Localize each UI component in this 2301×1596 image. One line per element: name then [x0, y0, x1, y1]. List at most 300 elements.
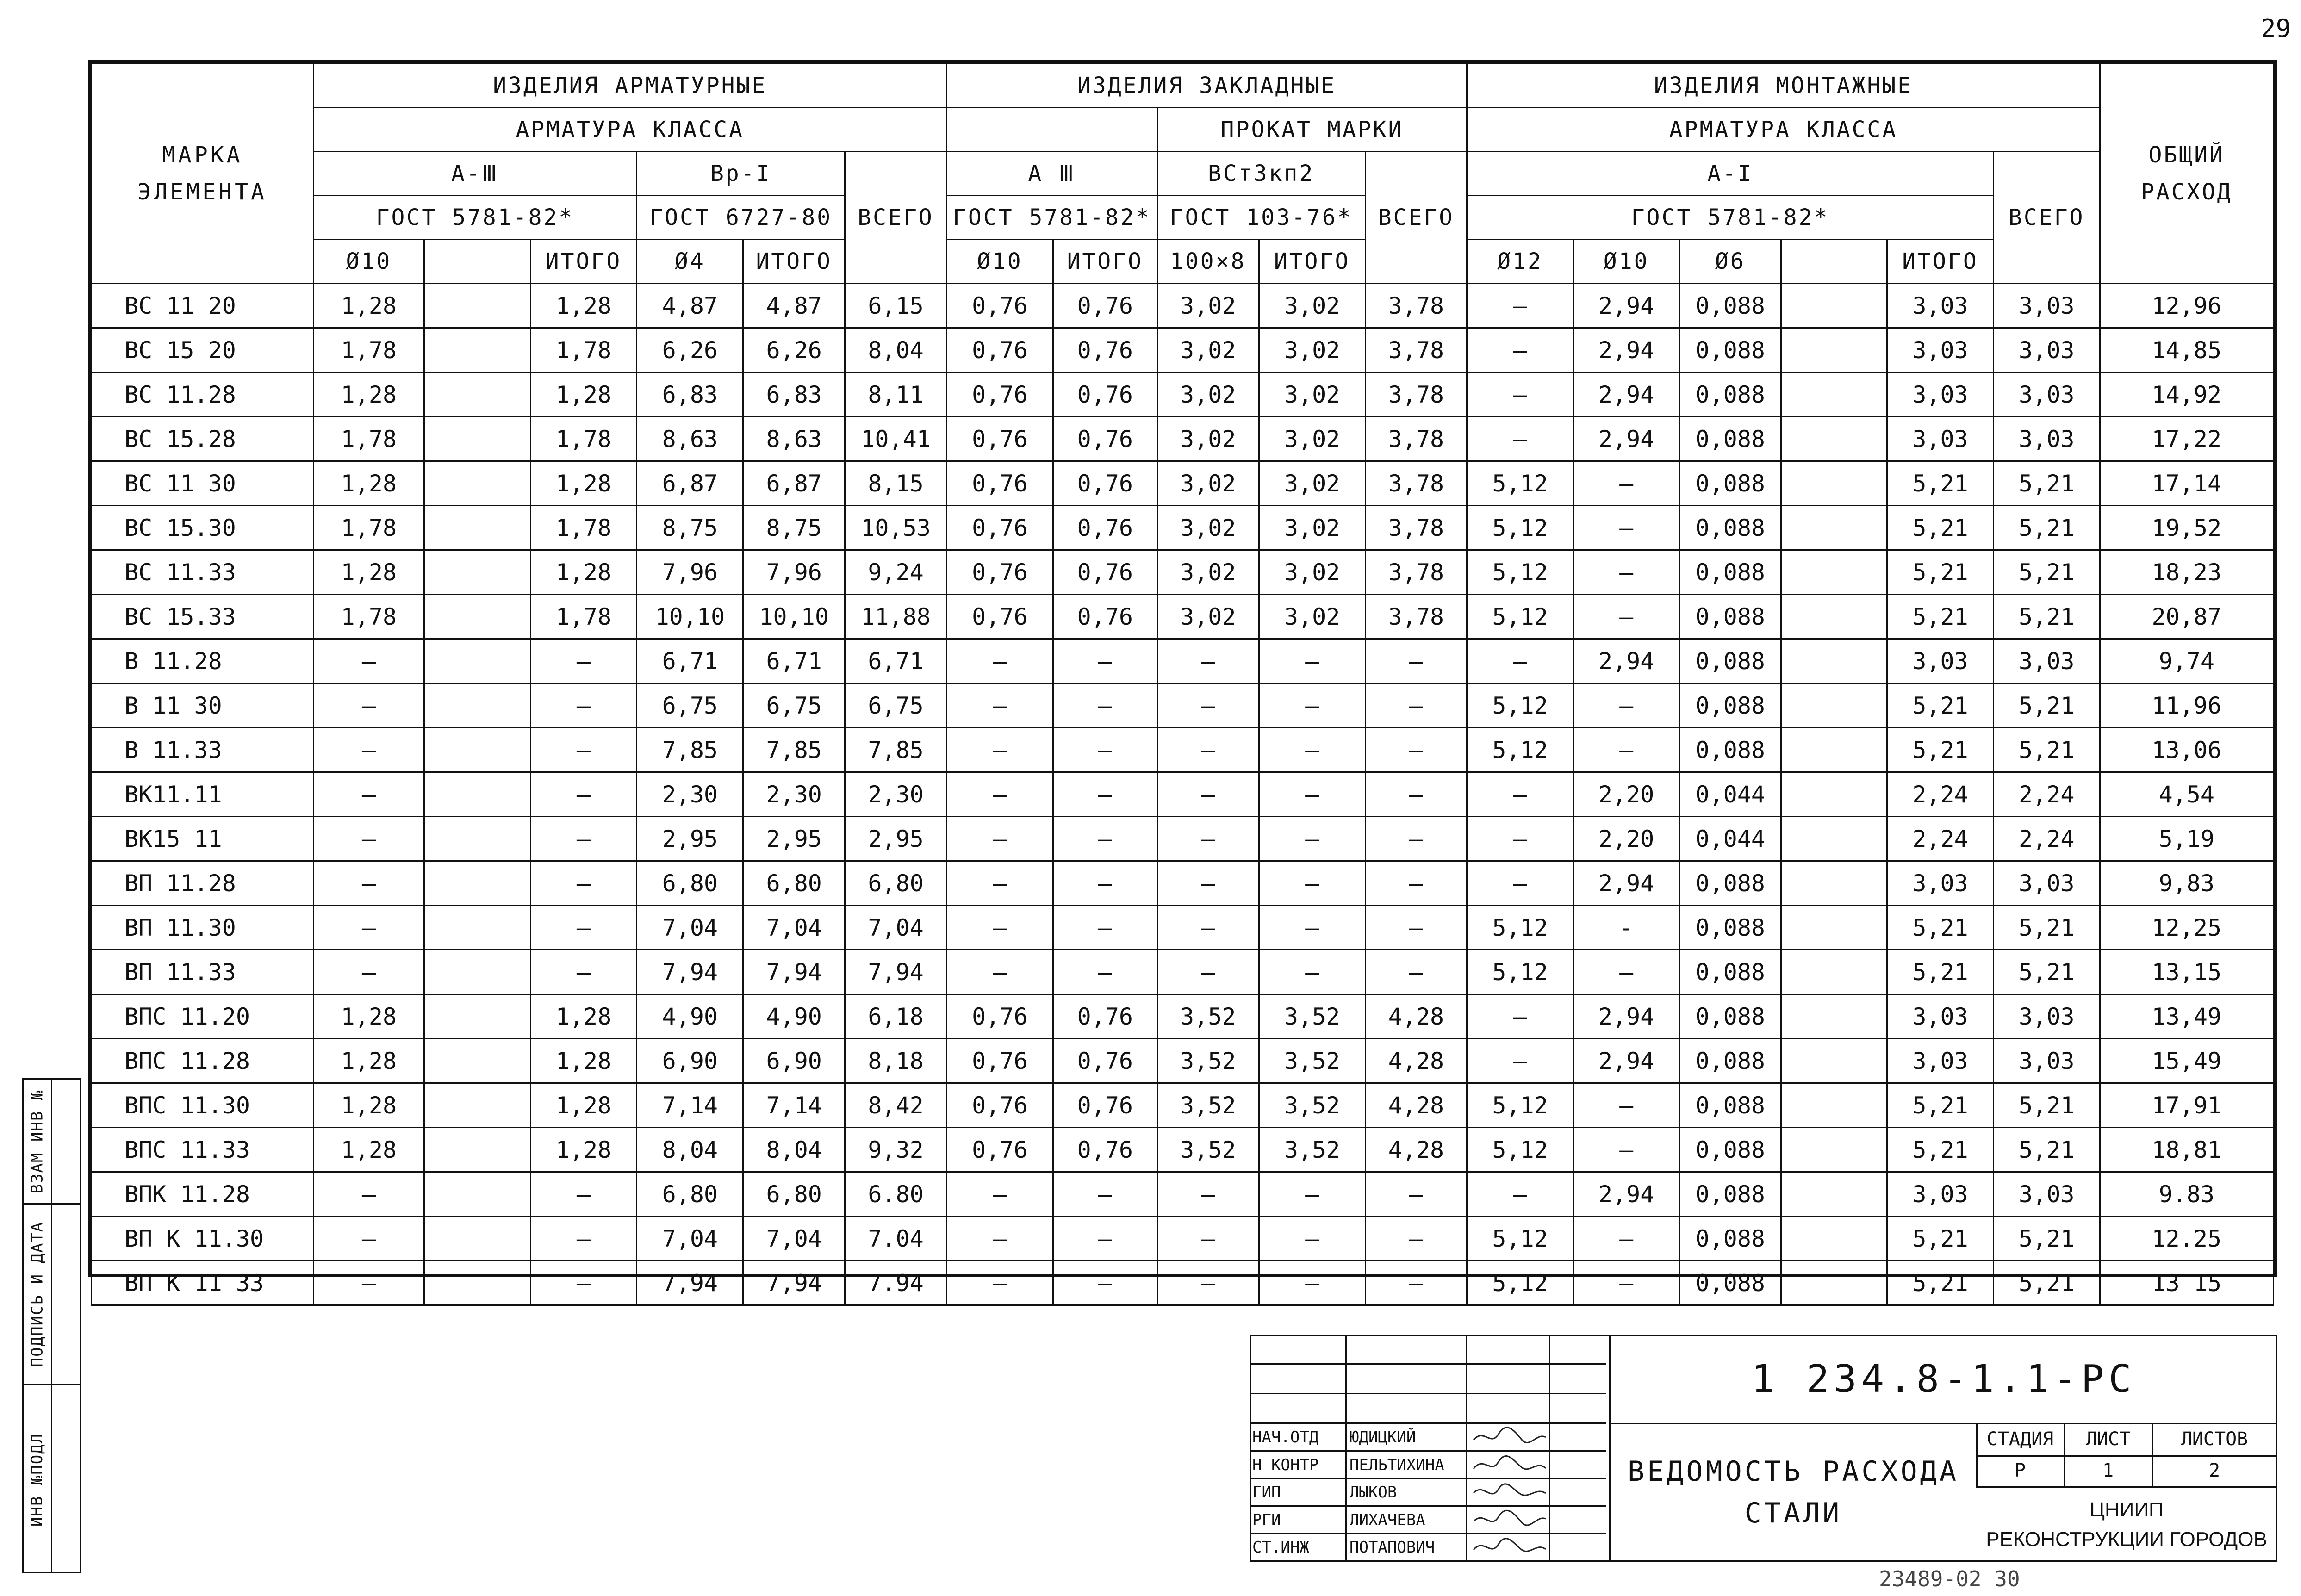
total-cell: 13 15: [2100, 1261, 2273, 1305]
value-cell: 3,52: [1259, 1128, 1365, 1172]
strip-cell-inv: [24, 1385, 51, 1575]
value-cell: 3,78: [1365, 328, 1467, 373]
col-vsego-rebar: ВСЕГО: [845, 152, 947, 284]
gost-103: ГОСТ 103-76*: [1157, 196, 1365, 240]
value-cell: –: [313, 950, 424, 994]
value-cell: 0,088: [1679, 994, 1781, 1039]
strip-blank-cell: [52, 1080, 80, 1205]
value-cell: 0,088: [1679, 328, 1781, 373]
value-cell: 3,78: [1365, 417, 1467, 461]
value-cell: 5,21: [1993, 550, 2100, 595]
value-cell: [424, 772, 530, 817]
value-cell: –: [1467, 994, 1573, 1039]
value-cell: –: [1157, 1172, 1259, 1217]
value-cell: [1781, 950, 1887, 994]
value-cell: 3,78: [1365, 461, 1467, 506]
sheet-header: ЛИСТ: [2085, 1428, 2131, 1450]
value-cell: 6,26: [637, 328, 743, 373]
grade-vst3kp2: ВСт3кп2: [1157, 152, 1365, 196]
value-cell: 5,21: [1993, 1128, 2100, 1172]
value-cell: [424, 1261, 530, 1305]
signature-mark: [1467, 1507, 1550, 1533]
value-cell: –: [313, 1172, 424, 1217]
value-cell: 1,28: [530, 1128, 637, 1172]
value-cell: 5,21: [1887, 728, 1994, 772]
sheet-value: 1: [2102, 1460, 2114, 1481]
value-cell: 1,28: [313, 284, 424, 328]
value-cell: 5,21: [1993, 950, 2100, 994]
value-cell: [1781, 284, 1887, 328]
value-cell: 4,28: [1365, 1083, 1467, 1128]
value-cell: 6,15: [845, 284, 947, 328]
value-cell: –: [1365, 950, 1467, 994]
value-cell: 0,088: [1679, 373, 1781, 417]
value-cell: 3,03: [1993, 417, 2100, 461]
value-cell: [1781, 1261, 1887, 1305]
value-cell: –: [1573, 1083, 1679, 1128]
value-cell: [424, 328, 530, 373]
value-cell: 0,088: [1679, 1172, 1781, 1217]
value-cell: 1,28: [313, 1039, 424, 1083]
value-cell: 5,12: [1467, 1083, 1573, 1128]
handwritten-signature: [1470, 1479, 1549, 1505]
value-cell: 0,76: [1053, 1039, 1157, 1083]
value-cell: 2,94: [1573, 417, 1679, 461]
value-cell: 1,28: [313, 550, 424, 595]
steel-consumption-table: [88, 60, 2277, 1297]
rolled-grade-label: ПРОКАТ МАРКИ: [1157, 108, 1467, 152]
value-cell: 6,75: [845, 683, 947, 728]
value-cell: –: [1467, 373, 1573, 417]
total-cell: 12,25: [2100, 906, 2273, 950]
gost-6727: ГОСТ 6727-80: [637, 196, 845, 240]
value-cell: –: [1157, 950, 1259, 994]
value-cell: –: [1467, 639, 1573, 683]
signature-row: [1250, 1534, 1606, 1562]
bottom-code: 23489-02 30: [1879, 1566, 2020, 1591]
value-cell: 5,12: [1467, 906, 1573, 950]
value-cell: –: [1259, 861, 1365, 906]
podpis-data-label: ПОДПИСЬ И ДАТА: [28, 1221, 47, 1367]
value-cell: 3,03: [1993, 328, 2100, 373]
value-cell: 5,21: [1887, 683, 1994, 728]
total-cell: 20,87: [2100, 595, 2273, 639]
value-cell: –: [1467, 284, 1573, 328]
value-cell: 6,71: [845, 639, 947, 683]
value-cell: 5,21: [1887, 550, 1994, 595]
value-cell: –: [1259, 772, 1365, 817]
element-mark-cell: ВС 11.28: [92, 373, 314, 417]
value-cell: [1781, 683, 1887, 728]
value-cell: –: [1053, 861, 1157, 906]
value-cell: 1,78: [530, 328, 637, 373]
value-cell: 3,02: [1259, 373, 1365, 417]
value-cell: 6,80: [637, 1172, 743, 1217]
value-cell: 4,87: [743, 284, 845, 328]
value-cell: –: [1157, 906, 1259, 950]
value-cell: 4,90: [743, 994, 845, 1039]
value-cell: 7,85: [743, 728, 845, 772]
signature-mark: [1467, 1452, 1550, 1478]
value-cell: –: [1157, 1217, 1259, 1261]
signature-date: [1550, 1479, 1606, 1505]
value-cell: –: [313, 906, 424, 950]
total-cell: 17,91: [2100, 1083, 2273, 1128]
value-cell: 0,76: [946, 461, 1053, 506]
value-cell: 3,03: [1993, 994, 2100, 1039]
value-cell: 3,78: [1365, 284, 1467, 328]
strip-blank-cell: [52, 1205, 80, 1385]
signature-role: НАЧ.ОТД: [1250, 1424, 1347, 1450]
value-cell: 5,21: [1887, 1128, 1994, 1172]
value-cell: 7,94: [637, 950, 743, 994]
value-cell: 0,76: [946, 506, 1053, 550]
element-mark-cell: ВПК 11.28: [92, 1172, 314, 1217]
value-cell: 1,78: [313, 595, 424, 639]
value-cell: –: [946, 1172, 1053, 1217]
value-cell: –: [946, 861, 1053, 906]
value-cell: –: [1365, 728, 1467, 772]
value-cell: 5,12: [1467, 595, 1573, 639]
gost-5781-embedded: ГОСТ 5781-82*: [946, 196, 1157, 240]
value-cell: 1,28: [530, 284, 637, 328]
value-cell: 11,88: [845, 595, 947, 639]
element-mark-cell: ВПС 11.20: [92, 994, 314, 1039]
table-row: [92, 906, 2274, 950]
value-cell: 0,088: [1679, 1083, 1781, 1128]
value-cell: [424, 639, 530, 683]
value-cell: 0,76: [1053, 284, 1157, 328]
col-d12: Ø12: [1467, 240, 1573, 284]
value-cell: 3,03: [1887, 1172, 1994, 1217]
value-cell: 0,088: [1679, 595, 1781, 639]
value-cell: 8,63: [743, 417, 845, 461]
value-cell: –: [530, 1261, 637, 1305]
value-cell: 0,76: [1053, 417, 1157, 461]
value-cell: –: [1259, 639, 1365, 683]
value-cell: 3,03: [1887, 1039, 1994, 1083]
table-row: [92, 595, 2274, 639]
value-cell: –: [530, 950, 637, 994]
value-cell: 7,94: [637, 1261, 743, 1305]
signature-row: [1250, 1424, 1606, 1452]
element-mark-cell: ВПС 11.28: [92, 1039, 314, 1083]
value-cell: 0,76: [1053, 373, 1157, 417]
value-cell: 5,12: [1467, 1261, 1573, 1305]
value-cell: –: [1157, 639, 1259, 683]
value-cell: 3,02: [1157, 373, 1259, 417]
value-cell: 7,96: [743, 550, 845, 595]
value-cell: –: [1053, 728, 1157, 772]
value-cell: 3,52: [1259, 994, 1365, 1039]
value-cell: 9,24: [845, 550, 947, 595]
value-cell: 3,03: [1887, 328, 1994, 373]
col-vsego-mounting: ВСЕГО: [1993, 152, 2100, 284]
value-cell: 0,76: [946, 417, 1053, 461]
value-cell: 5,12: [1467, 1217, 1573, 1261]
value-cell: [424, 595, 530, 639]
value-cell: 5,21: [1887, 1261, 1994, 1305]
value-cell: 2,94: [1573, 284, 1679, 328]
value-cell: 0,088: [1679, 417, 1781, 461]
col-itogo-a1: ИТОГО: [1887, 240, 1994, 284]
value-cell: 3,78: [1365, 550, 1467, 595]
value-cell: –: [1259, 1261, 1365, 1305]
value-cell: –: [530, 639, 637, 683]
signature-role: ГИП: [1250, 1479, 1347, 1505]
value-cell: –: [1573, 683, 1679, 728]
value-cell: –: [1157, 861, 1259, 906]
table-row: [92, 772, 2274, 817]
value-cell: 0,76: [1053, 1083, 1157, 1128]
handwritten-signature: [1470, 1424, 1549, 1450]
total-cell: 13,49: [2100, 994, 2273, 1039]
value-cell: 6,18: [845, 994, 947, 1039]
element-mark-cell: ВП 11.28: [92, 861, 314, 906]
value-cell: 3,02: [1259, 461, 1365, 506]
element-mark-cell: ВК15 11: [92, 817, 314, 861]
gost-5781-mounting: ГОСТ 5781-82*: [1467, 196, 1994, 240]
value-cell: 0,76: [946, 595, 1053, 639]
value-cell: 3,02: [1259, 417, 1365, 461]
value-cell: [1781, 1172, 1887, 1217]
value-cell: [1781, 461, 1887, 506]
value-cell: 1,28: [530, 550, 637, 595]
value-cell: –: [946, 772, 1053, 817]
value-cell: –: [530, 728, 637, 772]
signature-date: [1550, 1452, 1606, 1478]
strip-blank-column: [51, 1078, 81, 1573]
stage-header: СТАДИЯ: [1986, 1428, 2054, 1450]
value-cell: –: [1467, 417, 1573, 461]
value-cell: –: [1467, 772, 1573, 817]
value-cell: 0,088: [1679, 1039, 1781, 1083]
value-cell: 5,21: [1993, 461, 2100, 506]
value-cell: 1,28: [313, 994, 424, 1039]
document-title: ВЕДОМОСТЬ РАСХОДА СТАЛИ: [1627, 1455, 1959, 1529]
value-cell: 3,52: [1157, 1083, 1259, 1128]
value-cell: –: [1259, 1172, 1365, 1217]
value-cell: 2,24: [1993, 772, 2100, 817]
value-cell: –: [1365, 1261, 1467, 1305]
table-row: [92, 1217, 2274, 1261]
value-cell: 3,52: [1157, 994, 1259, 1039]
signature-mark: [1467, 1424, 1550, 1450]
table-row: [92, 639, 2274, 683]
value-cell: 3,03: [1887, 417, 1994, 461]
col-total-consumption: ОБЩИЙ РАСХОД: [2100, 64, 2273, 284]
value-cell: 3,03: [1887, 861, 1994, 906]
total-cell: 9,74: [2100, 639, 2273, 683]
value-cell: 3,03: [1887, 284, 1994, 328]
value-cell: 7.94: [845, 1261, 947, 1305]
value-cell: 0,088: [1679, 284, 1781, 328]
value-cell: 6,83: [637, 373, 743, 417]
inv-no-podl-label: ИНВ №ПОДЛ: [28, 1433, 47, 1527]
signature-role: Н КОНТР: [1250, 1452, 1347, 1478]
value-cell: 0,76: [1053, 550, 1157, 595]
element-mark-cell: В 11.33: [92, 728, 314, 772]
value-cell: 4,28: [1365, 1039, 1467, 1083]
value-cell: 3,03: [1993, 373, 2100, 417]
value-cell: –: [1053, 1172, 1157, 1217]
value-cell: –: [1053, 683, 1157, 728]
table-row: [92, 1172, 2274, 1217]
value-cell: –: [530, 906, 637, 950]
value-cell: 1,78: [530, 595, 637, 639]
value-cell: 4,90: [637, 994, 743, 1039]
value-cell: –: [1467, 861, 1573, 906]
rebar-class-label: АРМАТУРА КЛАССА: [313, 108, 946, 152]
value-cell: [424, 950, 530, 994]
value-cell: –: [313, 1217, 424, 1261]
value-cell: –: [1573, 1128, 1679, 1172]
value-cell: 3,02: [1259, 506, 1365, 550]
value-cell: 3,02: [1259, 550, 1365, 595]
element-mark-cell: ВП 11.33: [92, 950, 314, 994]
value-cell: 0,088: [1679, 461, 1781, 506]
value-cell: 0,088: [1679, 1128, 1781, 1172]
col-itogo-bp1: ИТОГО: [743, 240, 845, 284]
value-cell: –: [313, 683, 424, 728]
value-cell: 10,10: [743, 595, 845, 639]
value-cell: 6,75: [743, 683, 845, 728]
value-cell: 8,04: [845, 328, 947, 373]
value-cell: 6,75: [637, 683, 743, 728]
value-cell: 3,78: [1365, 373, 1467, 417]
value-cell: –: [1053, 639, 1157, 683]
col-d4: Ø4: [637, 240, 743, 284]
value-cell: [1781, 994, 1887, 1039]
total-cell: 14,92: [2100, 373, 2273, 417]
value-cell: 2,94: [1573, 1172, 1679, 1217]
value-cell: 0,76: [1053, 461, 1157, 506]
table-row: [92, 817, 2274, 861]
element-mark-cell: В 11.28: [92, 639, 314, 683]
value-cell: 3,52: [1157, 1039, 1259, 1083]
value-cell: –: [1467, 1172, 1573, 1217]
value-cell: 5,21: [1993, 1261, 2100, 1305]
group-mounting-products: ИЗДЕЛИЯ МОНТАЖНЫЕ: [1467, 64, 2100, 108]
col-itogo-a3: ИТОГО: [530, 240, 637, 284]
value-cell: 5,12: [1467, 461, 1573, 506]
value-cell: –: [1053, 817, 1157, 861]
value-cell: 5,12: [1467, 683, 1573, 728]
value-cell: 8,04: [743, 1128, 845, 1172]
value-cell: [1781, 728, 1887, 772]
signature-mark: [1467, 1479, 1550, 1505]
value-cell: 2,94: [1573, 328, 1679, 373]
value-cell: 8,18: [845, 1039, 947, 1083]
value-cell: 0,76: [946, 1128, 1053, 1172]
sig-blank-row: [1250, 1335, 1606, 1365]
handwritten-signature: [1470, 1452, 1549, 1478]
value-cell: –: [530, 817, 637, 861]
value-cell: 7,04: [637, 906, 743, 950]
value-cell: 1,78: [313, 506, 424, 550]
value-cell: –: [946, 906, 1053, 950]
value-cell: 10,41: [845, 417, 947, 461]
vzam-inv-label: ВЗАМ ИНВ №: [28, 1089, 47, 1193]
value-cell: –: [1157, 683, 1259, 728]
value-cell: 1,78: [530, 417, 637, 461]
value-cell: 3,02: [1157, 284, 1259, 328]
value-cell: 1,28: [530, 373, 637, 417]
value-cell: –: [946, 1217, 1053, 1261]
value-cell: 6,83: [743, 373, 845, 417]
table-row: [92, 728, 2274, 772]
signature-name: ПОТАПОВИЧ: [1347, 1534, 1467, 1562]
col-d10-mounting: Ø10: [1573, 240, 1679, 284]
value-cell: [424, 994, 530, 1039]
value-cell: 8,75: [637, 506, 743, 550]
table-row: [92, 506, 2274, 550]
value-cell: 0,76: [1053, 994, 1157, 1039]
value-cell: 0,76: [1053, 595, 1157, 639]
value-cell: –: [1365, 817, 1467, 861]
total-cell: 5,19: [2100, 817, 2273, 861]
value-cell: [1781, 861, 1887, 906]
value-cell: 3,02: [1157, 417, 1259, 461]
element-mark-cell: ВС 11 20: [92, 284, 314, 328]
value-cell: 8,04: [637, 1128, 743, 1172]
value-cell: 2,30: [845, 772, 947, 817]
value-cell: –: [1259, 683, 1365, 728]
value-cell: [1781, 1039, 1887, 1083]
value-cell: 7,14: [743, 1083, 845, 1128]
sheets-header: ЛИСТОВ: [2181, 1428, 2248, 1450]
value-cell: 3,03: [1887, 994, 1994, 1039]
value-cell: 9,32: [845, 1128, 947, 1172]
value-cell: –: [1467, 1039, 1573, 1083]
total-cell: 18,23: [2100, 550, 2273, 595]
value-cell: –: [946, 683, 1053, 728]
value-cell: 1,28: [313, 373, 424, 417]
value-cell: [424, 284, 530, 328]
value-cell: –: [1157, 728, 1259, 772]
value-cell: 5,21: [1887, 595, 1994, 639]
value-cell: 5,21: [1887, 1083, 1994, 1128]
col-d6: Ø6: [1679, 240, 1781, 284]
value-cell: [1781, 506, 1887, 550]
value-cell: –: [1365, 1172, 1467, 1217]
value-cell: 0,088: [1679, 1217, 1781, 1261]
value-cell: 8,11: [845, 373, 947, 417]
value-cell: 5,21: [1993, 906, 2100, 950]
value-cell: 0,76: [1053, 1128, 1157, 1172]
value-cell: 0,76: [946, 550, 1053, 595]
element-mark-cell: В 11 30: [92, 683, 314, 728]
value-cell: –: [530, 1217, 637, 1261]
value-cell: 0,76: [1053, 328, 1157, 373]
value-cell: 0,088: [1679, 906, 1781, 950]
value-cell: –: [1573, 595, 1679, 639]
value-cell: [424, 461, 530, 506]
col-d10-embedded: Ø10: [946, 240, 1053, 284]
value-cell: 5,12: [1467, 506, 1573, 550]
value-cell: 2,94: [1573, 1039, 1679, 1083]
value-cell: –: [946, 728, 1053, 772]
value-cell: 7,94: [743, 950, 845, 994]
total-cell: 4,54: [2100, 772, 2273, 817]
value-cell: [424, 550, 530, 595]
value-cell: 4,87: [637, 284, 743, 328]
total-cell: 17,22: [2100, 417, 2273, 461]
value-cell: [424, 728, 530, 772]
element-mark-cell: ВС 15.28: [92, 417, 314, 461]
value-cell: 8,75: [743, 506, 845, 550]
value-cell: –: [1573, 728, 1679, 772]
